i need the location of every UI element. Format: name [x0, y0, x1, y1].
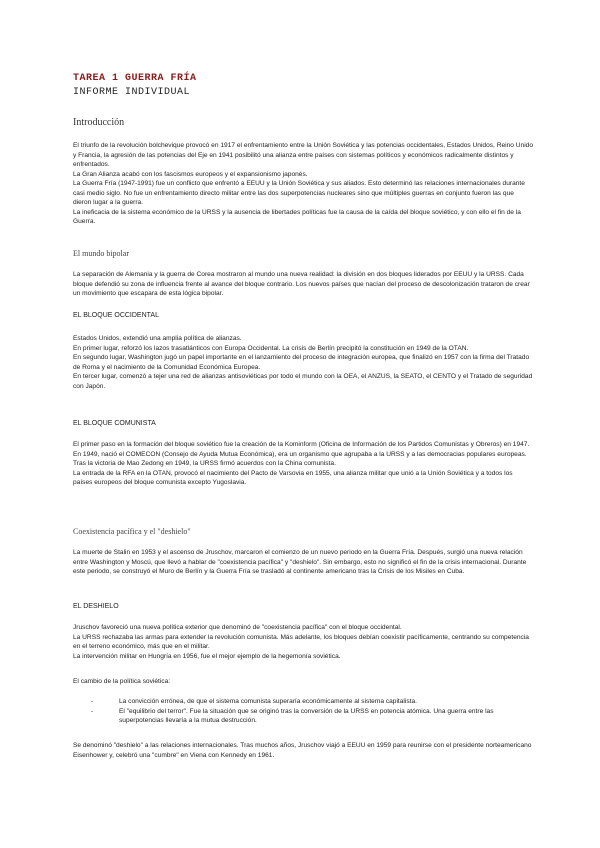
document-title: TAREA 1 GUERRA FRÍA [73, 73, 197, 84]
deshielo-section [73, 623, 533, 661]
deshielo-heading: EL DESHIELO [73, 603, 119, 610]
deshielo-paragraph-3: La intervención militar en Hungría en 1956, fue el mejor ejemplo de la hegemonía soviética. [73, 652, 341, 660]
bipolar-heading: El mundo bipolar [73, 249, 129, 258]
deshielo-paragraph-2: La URSS rechazaba las armas para extender la revolución comunista. Más adelante, los bloques debían coexistir pacíficamente, centrando su competencia en el terreno económico, más que en el militar. [73, 633, 529, 650]
list-item [73, 697, 533, 707]
deshielo-final-section [73, 741, 533, 760]
comunista-paragraph-1: El primer paso en la formación del bloque soviético fue la creación de la Kominform (Oficina de Información de los Partidos Comunistas y Obreros) en 1947. [73, 441, 530, 448]
coexistencia-heading: Coexistencia pacífica y el "deshielo" [73, 527, 191, 536]
intro-section [73, 141, 533, 227]
occidental-paragraph-4: En tercer lugar, comenzó a tejer una red de alianzas antisoviéticas por todo el mundo con la OEA, el ANZUS, la SEATO, el CENTO y el Tratado de seguridad con Japón. [73, 373, 533, 390]
occidental-paragraph-2: En primer lugar, reforzó los lazos trasatlánticos con Europa Occidental. La crisis de Berlín precipitó la constitución en 1949 de la OTAN. [73, 344, 469, 352]
cambio-heading: El cambio de la política soviética: [73, 678, 171, 685]
intro-paragraph-3: La Guerra Fría (1947-1991) fue un conflicto que enfrentó a EEUU y la Unión Soviética y sus aliados. Esto determinó las relaciones internacionales durante casi medio siglo. No fue un enfrentamiento directo militar entre las dos superpotencias nucleares sino que múltiples guerras en conjunto fueron las que dieron lugar a la guerra. [73, 180, 525, 206]
occidental-paragraph-3: En segundo lugar, Washington jugó un papel importante en el lanzamiento del proceso de integración europea, que finalizó en 1957 con la firma del Tratado de Roma y el nacimiento de la Comunidad Económica Europea. [73, 354, 530, 371]
bullet-list [73, 697, 533, 726]
comunista-heading: EL BLOQUE COMUNISTA [73, 420, 156, 427]
occidental-paragraph-1: Estados Unidos, extendió una amplia política de alianzas. [73, 335, 242, 342]
occidental-heading: EL BLOQUE OCCIDENTAL [73, 312, 159, 319]
list-item [73, 707, 533, 726]
bipolar-paragraph-1: La separación de Alemania y la guerra de Corea mostraron al mundo una nueva realidad: la división en dos bloques liderados por EEUU y la URSS. Cada bloque defendió su zona de influencia frente al avance del bloque contrario. Los nuevos países que nacían del proceso de descolonización trataron de crear un movimiento que escapara de esta lógica bipolar. [73, 271, 530, 297]
intro-paragraph-2: La Gran Alianza acabó con los fascismos europeos y el expansionismo japonés. [73, 170, 308, 178]
bullet-dash: - [91, 707, 94, 715]
coexistencia-section [73, 548, 533, 577]
list-item-text: La convicción errónea, de que el sistema comunista superaría económicamente al sistema capitalista. [119, 698, 417, 705]
coexistencia-paragraph-1: La muerte de Stalin en 1953 y el ascenso de Jruschov, marcaron el comienzo de un nuevo periodo en la Guerra Fría. Después, surgió una nueva relación entre Washington y Moscú, que llevó a hablar de "coexistencia pacífica" y "deshielo". Sin embargo, esto no significó el fin de la crisis internacional. Durante este periodo, se construyó el Muro de Berlín y la Guerra Fría se trasladó al continente americano tras la Crisis de los Misiles en Cuba. [73, 549, 527, 575]
comunista-paragraph-4: La entrada de la RFA en la OTAN, provocó el nacimiento del Pacto de Varsovia en 1955, una alianza militar que unió a la Unión Soviética y a todos los países europeos del bloque comunista excepto Yugoslavia. [73, 469, 513, 486]
bullet-dash: - [91, 698, 94, 705]
cambio-list [73, 697, 533, 726]
comunista-section [73, 440, 533, 488]
deshielo-paragraph-1: Jruschov favoreció una nueva política exterior que denominó de "coexistencia pacífica" con el bloque occidental. [73, 624, 402, 631]
bipolar-section [73, 270, 533, 299]
list-item-text: El "equilibrio del terror". Fue la situación que se originó tras la conversión de la URSS en potencia atómica. Una guerra entre las superpotencias llevaría a la mutua destrucción. [119, 707, 494, 724]
document-subtitle: INFORME INDIVIDUAL [73, 87, 191, 98]
intro-paragraph-1: El triunfo de la revolución bolchevique provocó en 1917 el enfrentamiento entre la Unión Soviética y las potencias occidentales, Estados Unidos, Reino Unido y Francia, la agresión de las potencias del Eje en 1941 posibilitó una alianza entre países con sistemas políticos y económicos radicalmente distintos y enfrentados. [73, 142, 534, 168]
deshielo-paragraph-4: Se denominó "deshielo" a las relaciones internacionales. Tras muchos años, Jruschov viajó a EEUU en 1959 para reunirse con el presidente norteamericano Eisenhower y, celebró una "cumbre" en Viena con Kennedy en 1961. [73, 742, 532, 759]
occidental-section [73, 334, 533, 391]
intro-heading: Introducción [73, 117, 125, 128]
comunista-paragraph-2: En 1949, nació el COMECON (Consejo de Ayuda Mutua Económica), era un organismo que agrupaba a la URSS y a las democracias populares europeas. [73, 450, 527, 458]
comunista-paragraph-3: Tras la victoria de Mao Zedong en 1949, la URSS firmó acuerdos con la China comunista. [73, 460, 336, 467]
intro-paragraph-4: La ineficacia de la sistema económico de la URSS y la ausencia de libertades políticas fue la causa de la caída del bloque soviético, y con ello el fin de la Guerra. [73, 208, 521, 225]
